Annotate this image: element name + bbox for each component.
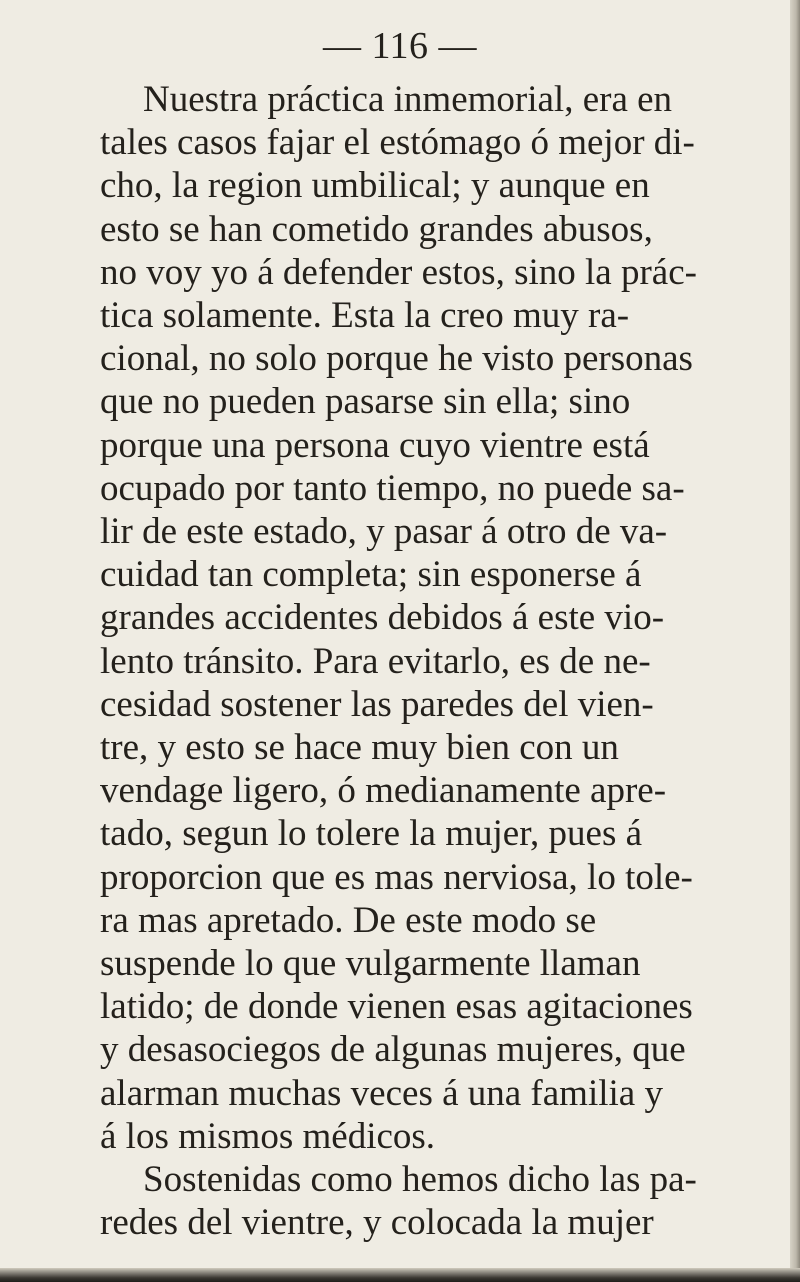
text-line: tales casos fajar el estómago ó mejor di-: [100, 122, 695, 164]
text-line: y desasociegos de algunas mujeres, que: [100, 1029, 686, 1071]
text-line: tica solamente. Esta la creo muy ra-: [100, 295, 630, 336]
text-line: porque una persona cuyo vientre está: [100, 424, 650, 466]
text-line: latido; de donde vienen esas agitaciones: [100, 986, 693, 1028]
page-number: — 116 —: [322, 25, 478, 67]
text-line: tado, segun lo tolere la mujer, pues á: [100, 813, 643, 855]
text-line: lento tránsito. Para evitarlo, es de ne-: [100, 640, 651, 682]
text-line: suspende lo que vulgarmente llaman: [100, 943, 641, 984]
text-line: Nuestra práctica inmemorial, era en: [143, 79, 673, 120]
text-line: tre, y esto se hace muy bien con un: [100, 727, 619, 768]
text-line: esto se han cometido grandes abusos,: [100, 208, 653, 250]
text-line: no voy yo á defender estos, sino la prác-: [100, 251, 697, 293]
text-line: lir de este estado, y pasar á otro de va-: [100, 511, 668, 552]
text-line: Sostenidas como hemos dicho las pa-: [143, 1159, 697, 1200]
text-line: ra mas apretado. De este modo se: [100, 899, 597, 941]
page-edge-right: [790, 0, 800, 1282]
text-line: cesidad sostener las paredes del vien-: [100, 683, 654, 725]
text-line: cuidad tan completa; sin esponerse á: [100, 554, 642, 596]
text-line: cho, la region umbilical; y aunque en: [100, 165, 650, 207]
text-line: redes del vientre, y colocada la mujer: [100, 1202, 654, 1244]
text-line: ocupado por tanto tiempo, no puede sa-: [100, 467, 685, 509]
text-line: que no pueden pasarse sin ella; sino: [100, 381, 631, 423]
text-line: alarman muchas veces á una familia y: [100, 1072, 663, 1114]
text-line: á los mismos médicos.: [100, 1115, 436, 1157]
text-line: cional, no solo porque he visto personas: [100, 338, 693, 380]
page-edge-bottom: [0, 1268, 800, 1282]
text-line: grandes accidentes debidos á este vio-: [100, 597, 665, 639]
text-line: proporcion que es mas nerviosa, lo tole-: [100, 856, 693, 898]
text-line: vendage ligero, ó medianamente apre-: [100, 770, 667, 812]
